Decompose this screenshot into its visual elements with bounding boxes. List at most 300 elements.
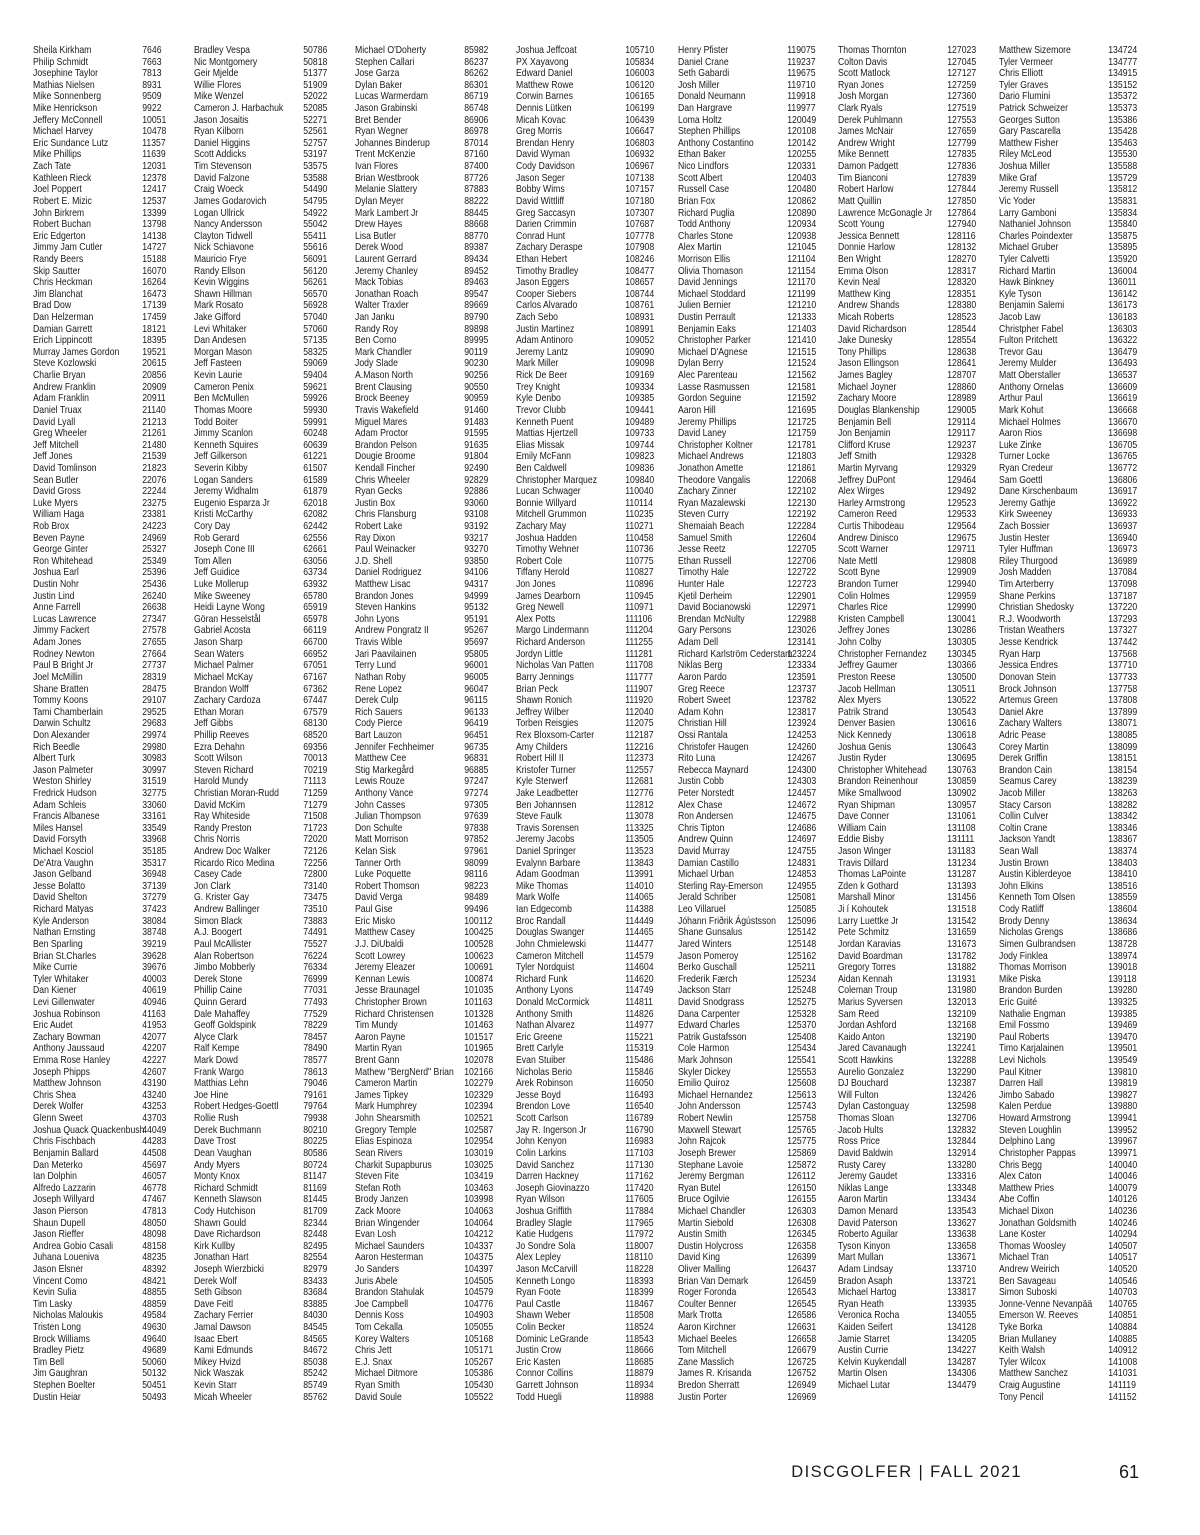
member-name: Ross Price xyxy=(838,1136,880,1148)
member-name: Sheila Kirkham xyxy=(33,45,92,56)
member-number: 26240 xyxy=(142,590,167,602)
member-name: Rodney Newton xyxy=(33,648,95,660)
member-name: Kristen Campbell xyxy=(838,613,905,625)
member-row xyxy=(838,800,989,812)
member-row xyxy=(838,277,989,289)
member-name: Ben Johannsen xyxy=(516,799,577,811)
member-number: 128351 xyxy=(947,288,977,300)
member-name: Adam Antinoro xyxy=(516,335,573,347)
member-row xyxy=(194,1206,345,1218)
member-name: Simon Black xyxy=(194,915,243,927)
member-number: 128116 xyxy=(947,230,976,242)
member-row xyxy=(678,475,829,487)
member-row xyxy=(838,486,989,498)
member-number: 128638 xyxy=(947,346,977,358)
member-number: 128132 xyxy=(947,242,977,254)
member-row xyxy=(678,68,829,80)
member-row xyxy=(999,1241,1150,1253)
member-number: 47467 xyxy=(142,1194,167,1206)
member-number: 57135 xyxy=(303,335,328,347)
member-row xyxy=(838,1194,989,1206)
member-row xyxy=(355,312,506,324)
member-number: 49689 xyxy=(142,1345,167,1357)
member-name: Rich Beedle xyxy=(33,741,80,753)
member-number: 89790 xyxy=(464,312,489,324)
member-name: De'Atra Vaughn xyxy=(33,857,94,869)
member-row xyxy=(678,1194,829,1206)
member-name: Jonathan Goldsmith xyxy=(999,1217,1077,1229)
member-number: 87014 xyxy=(464,137,489,149)
member-number: 20911 xyxy=(142,393,166,405)
member-number: 84565 xyxy=(303,1333,328,1345)
member-row xyxy=(999,1310,1150,1322)
member-name: Tim Arterberry xyxy=(999,579,1054,591)
member-name: Glenn Sweet xyxy=(33,1113,83,1125)
member-number: 118666 xyxy=(625,1345,654,1357)
member-number: 132290 xyxy=(947,1066,977,1078)
member-name: Mark Wolfe xyxy=(516,892,560,904)
member-name: Dan Meterko xyxy=(33,1159,83,1171)
member-row xyxy=(838,695,989,707)
member-name: Damon Padgett xyxy=(838,161,899,173)
member-row xyxy=(838,173,989,185)
member-row xyxy=(33,846,184,858)
member-row xyxy=(355,1020,506,1032)
member-row xyxy=(355,649,506,661)
member-number: 102587 xyxy=(464,1124,494,1136)
member-number: 128554 xyxy=(947,335,977,347)
member-number: 50818 xyxy=(303,56,328,68)
member-name: Veronica Rocha xyxy=(838,1310,900,1322)
member-row xyxy=(838,533,989,545)
member-number: 126543 xyxy=(787,1287,817,1299)
member-row xyxy=(516,138,667,150)
member-row xyxy=(33,1368,184,1380)
member-row xyxy=(194,475,345,487)
member-row xyxy=(33,1287,184,1299)
member-row xyxy=(194,440,345,452)
member-name: Greg Newell xyxy=(516,602,564,614)
member-name: Tim Lasky xyxy=(33,1298,73,1310)
member-name: Johannes Binderup xyxy=(355,137,430,149)
member-number: 95805 xyxy=(464,648,489,660)
member-name: Jo Sanders xyxy=(355,1263,399,1275)
member-row xyxy=(33,637,184,649)
member-number: 111281 xyxy=(625,648,653,660)
member-row xyxy=(33,173,184,185)
member-name: Artemus Green xyxy=(999,695,1058,707)
member-row xyxy=(678,1020,829,1032)
member-number: 133638 xyxy=(947,1229,977,1241)
member-row xyxy=(838,300,989,312)
member-row xyxy=(355,1032,506,1044)
member-number: 105055 xyxy=(464,1322,494,1334)
member-row xyxy=(194,730,345,742)
member-number: 30997 xyxy=(142,764,167,776)
member-name: Shawn Hillman xyxy=(194,288,252,300)
member-name: Richard Martin xyxy=(999,265,1056,277)
member-name: Melanie Slattery xyxy=(355,184,418,196)
member-number: 136668 xyxy=(1108,404,1138,416)
member-number: 138239 xyxy=(1108,776,1138,788)
member-number: 96451 xyxy=(464,729,489,741)
member-name: Zane Masslich xyxy=(678,1356,734,1368)
member-number: 122705 xyxy=(787,544,817,556)
member-row xyxy=(33,266,184,278)
member-row xyxy=(194,962,345,974)
member-number: 95191 xyxy=(464,613,489,625)
member-number: 126303 xyxy=(787,1205,817,1217)
member-number: 50451 xyxy=(142,1380,167,1392)
member-number: 136011 xyxy=(1108,277,1137,289)
member-name: Ben Caldwell xyxy=(516,462,567,474)
member-row xyxy=(999,126,1150,138)
member-row xyxy=(678,637,829,649)
member-number: 84030 xyxy=(303,1310,328,1322)
member-name: Jeremy Chanley xyxy=(355,265,418,277)
member-row xyxy=(194,324,345,336)
member-name: Christopher Marquez xyxy=(516,474,598,486)
member-number: 105522 xyxy=(464,1391,494,1403)
member-row xyxy=(516,1160,667,1172)
member-row xyxy=(355,800,506,812)
member-number: 139971 xyxy=(1108,1147,1138,1159)
member-row xyxy=(678,149,829,161)
member-number: 10478 xyxy=(142,126,167,138)
member-number: 48859 xyxy=(142,1298,167,1310)
member-name: Shane Gunsalus xyxy=(678,927,743,939)
member-number: 119918 xyxy=(787,91,816,103)
member-column xyxy=(678,45,830,1403)
member-number: 117103 xyxy=(625,1147,654,1159)
member-number: 115221 xyxy=(625,1031,654,1043)
member-number: 132168 xyxy=(947,1020,977,1032)
member-name: Steven Loughlin xyxy=(999,1124,1062,1136)
member-number: 130366 xyxy=(947,660,977,672)
member-name: Gregory Torres xyxy=(838,962,896,974)
member-number: 122901 xyxy=(787,590,817,602)
member-name: Scott Young xyxy=(838,219,885,231)
member-number: 53588 xyxy=(303,172,328,184)
member-number: 42207 xyxy=(142,1043,167,1055)
member-row xyxy=(355,382,506,394)
member-name: Geir Mjelde xyxy=(194,68,239,80)
member-row xyxy=(33,939,184,951)
member-row xyxy=(838,184,989,196)
member-name: Tyler Wilcox xyxy=(999,1356,1046,1368)
member-number: 133280 xyxy=(947,1159,977,1171)
member-name: Matthew Johnson xyxy=(33,1078,102,1090)
member-number: 104375 xyxy=(464,1252,494,1264)
member-name: Ivan Flores xyxy=(355,161,398,173)
member-row xyxy=(33,788,184,800)
member-name: Heidi Layne Wong xyxy=(194,602,265,614)
member-row xyxy=(678,881,829,893)
member-number: 127799 xyxy=(947,137,977,149)
member-row xyxy=(678,126,829,138)
member-name: Jeremy Lantz xyxy=(516,346,569,358)
member-number: 46778 xyxy=(142,1182,167,1194)
member-row xyxy=(194,556,345,568)
member-number: 39219 xyxy=(142,938,167,950)
member-row xyxy=(678,533,829,545)
member-row xyxy=(838,997,989,1009)
member-row xyxy=(355,149,506,161)
member-row xyxy=(999,951,1150,963)
member-row xyxy=(516,1171,667,1183)
member-row xyxy=(355,440,506,452)
member-row xyxy=(838,103,989,115)
member-name: Keith Walsh xyxy=(999,1345,1045,1357)
member-row xyxy=(999,1055,1150,1067)
member-number: 125408 xyxy=(787,1031,817,1043)
member-row xyxy=(33,208,184,220)
member-number: 135840 xyxy=(1108,219,1138,231)
member-row xyxy=(33,1160,184,1172)
member-name: Roger Foronda xyxy=(678,1287,737,1299)
member-number: 85762 xyxy=(303,1391,328,1403)
member-number: 80586 xyxy=(303,1147,328,1159)
member-row xyxy=(678,440,829,452)
member-number: 107687 xyxy=(625,219,655,231)
member-name: Randy Roy xyxy=(355,323,398,335)
member-number: 97305 xyxy=(464,799,489,811)
member-row xyxy=(194,289,345,301)
member-number: 114065 xyxy=(625,892,654,904)
member-name: Evalynn Barbare xyxy=(516,857,581,869)
member-number: 109441 xyxy=(625,404,655,416)
member-name: Christian Shedosky xyxy=(999,602,1074,614)
member-name: Erich Lippincott xyxy=(33,335,93,347)
member-number: 127940 xyxy=(947,219,977,231)
member-row xyxy=(355,1241,506,1253)
member-row xyxy=(999,1287,1150,1299)
member-row xyxy=(355,91,506,103)
member-name: Nate Mettl xyxy=(838,555,878,567)
member-number: 129959 xyxy=(947,590,977,602)
member-name: Todd Anthony xyxy=(678,219,731,231)
member-row xyxy=(33,45,184,57)
member-name: David Murray xyxy=(678,846,730,858)
member-row xyxy=(355,776,506,788)
member-name: Justin Brown xyxy=(999,857,1049,869)
member-name: Dustin Perrault xyxy=(678,312,736,324)
member-row xyxy=(355,498,506,510)
member-number: 140884 xyxy=(1108,1322,1138,1334)
member-row xyxy=(194,335,345,347)
member-row xyxy=(33,300,184,312)
member-number: 138728 xyxy=(1108,938,1138,950)
member-row xyxy=(355,614,506,626)
member-name: Justin Crow xyxy=(516,1345,562,1357)
member-number: 128989 xyxy=(947,393,977,405)
member-number: 76999 xyxy=(303,973,328,985)
member-row xyxy=(838,660,989,672)
member-name: Craig Augustine xyxy=(999,1380,1061,1392)
member-row xyxy=(33,521,184,533)
member-number: 101463 xyxy=(464,1020,494,1032)
member-name: Colton Davis xyxy=(838,56,888,68)
member-name: Tim Bell xyxy=(33,1356,65,1368)
member-name: Marius Syversen xyxy=(838,996,903,1008)
member-number: 113523 xyxy=(625,846,654,858)
member-row xyxy=(355,115,506,127)
member-name: Kirk Kullby xyxy=(194,1240,236,1252)
member-name: Derek Puhlmann xyxy=(838,114,903,126)
member-row xyxy=(678,509,829,521)
member-number: 25349 xyxy=(142,555,167,567)
member-number: 129940 xyxy=(947,579,977,591)
member-name: Ryan Butel xyxy=(678,1182,721,1194)
member-row xyxy=(516,440,667,452)
member-number: 136303 xyxy=(1108,323,1138,335)
member-row xyxy=(678,417,829,429)
member-name: Mark Lambert Jr xyxy=(355,207,419,219)
member-name: Jesse Kendrick xyxy=(999,637,1058,649)
member-name: Leo Villaruel xyxy=(678,904,726,916)
member-row xyxy=(194,91,345,103)
member-number: 29980 xyxy=(142,741,167,753)
member-name: Derek Culp xyxy=(355,695,399,707)
member-row xyxy=(194,1229,345,1241)
member-number: 137293 xyxy=(1108,613,1138,625)
member-row xyxy=(999,660,1150,672)
member-number: 95267 xyxy=(464,625,489,637)
member-row xyxy=(999,231,1150,243)
member-number: 63056 xyxy=(303,555,328,567)
member-name: Michael Andrews xyxy=(678,451,744,463)
member-name: Micah Roberts xyxy=(838,312,894,324)
member-number: 55616 xyxy=(303,242,328,254)
member-name: Clifford Kruse xyxy=(838,439,891,451)
member-number: 90119 xyxy=(464,346,488,358)
member-name: Robert Sweet xyxy=(678,695,731,707)
member-row xyxy=(838,1322,989,1334)
member-row xyxy=(999,1101,1150,1113)
member-name: Jake Dunesky xyxy=(838,335,893,347)
member-row xyxy=(678,358,829,370)
member-row xyxy=(678,1392,829,1404)
member-row xyxy=(194,68,345,80)
member-row xyxy=(33,417,184,429)
member-number: 121104 xyxy=(787,253,816,265)
member-row xyxy=(33,1218,184,1230)
member-number: 139118 xyxy=(1108,973,1137,985)
member-row xyxy=(194,1078,345,1090)
member-number: 129117 xyxy=(947,428,976,440)
member-name: Daniel Springer xyxy=(516,846,576,858)
member-row xyxy=(355,1136,506,1148)
member-row xyxy=(999,1078,1150,1090)
member-number: 17139 xyxy=(142,300,167,312)
member-number: 90256 xyxy=(464,370,489,382)
member-number: 108931 xyxy=(625,312,655,324)
member-number: 40946 xyxy=(142,996,167,1008)
member-name: Lucas Lawrence xyxy=(33,613,97,625)
member-name: Randy Ellson xyxy=(194,265,246,277)
member-row xyxy=(838,788,989,800)
member-row xyxy=(355,951,506,963)
member-row xyxy=(516,1229,667,1241)
member-name: Eric Sundance Lutz xyxy=(33,137,109,149)
member-row xyxy=(194,231,345,243)
member-row xyxy=(678,951,829,963)
member-row xyxy=(33,1322,184,1334)
member-name: Gordon Seguine xyxy=(678,393,742,405)
member-row xyxy=(999,556,1150,568)
member-row xyxy=(678,1357,829,1369)
member-name: Kami Edmunds xyxy=(194,1345,253,1357)
member-number: 130616 xyxy=(947,718,977,730)
member-name: Willie Flores xyxy=(194,79,242,91)
member-number: 95697 xyxy=(464,637,489,649)
member-row xyxy=(838,1357,989,1369)
member-number: 112216 xyxy=(625,741,654,753)
member-row xyxy=(355,196,506,208)
member-name: Levi Whitaker xyxy=(194,323,247,335)
member-number: 124457 xyxy=(787,788,817,799)
member-name: Chris Jett xyxy=(355,1345,392,1357)
member-number: 126725 xyxy=(787,1356,817,1368)
member-number: 130957 xyxy=(947,799,977,811)
member-number: 116540 xyxy=(625,1101,654,1113)
member-row xyxy=(678,660,829,672)
member-row xyxy=(678,1078,829,1090)
member-name: J.J. DiUbaldi xyxy=(355,938,404,950)
member-row xyxy=(33,1357,184,1369)
member-number: 137568 xyxy=(1108,648,1138,660)
member-name: Steven Hankins xyxy=(355,602,416,614)
member-number: 129990 xyxy=(947,602,977,614)
member-name: Josh Madden xyxy=(999,567,1052,579)
member-column xyxy=(194,45,346,1403)
member-row xyxy=(355,533,506,545)
member-name: Juhana Loueniva xyxy=(33,1252,100,1264)
member-name: Tom Allen xyxy=(194,555,232,567)
member-row xyxy=(516,1055,667,1067)
member-row xyxy=(194,1160,345,1172)
member-name: Mark Johnson xyxy=(678,1055,733,1067)
member-number: 133671 xyxy=(947,1252,977,1264)
member-name: Isaac Ebert xyxy=(194,1333,238,1345)
member-number: 67362 xyxy=(303,683,328,695)
member-name: Logan Ullrick xyxy=(194,207,245,219)
member-number: 130345 xyxy=(947,648,977,660)
member-row xyxy=(678,1380,829,1392)
member-name: Ryan Smith xyxy=(355,1380,400,1392)
member-number: 48392 xyxy=(142,1263,167,1275)
member-name: David Laney xyxy=(678,428,727,440)
member-name: Justin Box xyxy=(355,497,396,509)
member-number: 138154 xyxy=(1108,764,1138,776)
member-name: Anthony Lyons xyxy=(516,985,574,997)
member-row xyxy=(194,219,345,231)
member-name: Fredrick Hudson xyxy=(33,788,97,799)
member-name: Tyler Graves xyxy=(999,79,1049,91)
member-name: Riley Thurgood xyxy=(999,555,1058,567)
member-name: Walter Traxler xyxy=(355,300,409,312)
member-name: Justin Lind xyxy=(33,590,75,602)
member-row xyxy=(194,382,345,394)
member-row xyxy=(33,730,184,742)
member-name: Andrew Weirich xyxy=(999,1263,1060,1275)
member-number: 71259 xyxy=(303,788,328,799)
member-row xyxy=(999,1229,1150,1241)
member-name: Bruce Ogilvie xyxy=(678,1194,730,1206)
member-number: 127259 xyxy=(947,79,977,91)
member-row xyxy=(999,672,1150,684)
member-row xyxy=(194,834,345,846)
